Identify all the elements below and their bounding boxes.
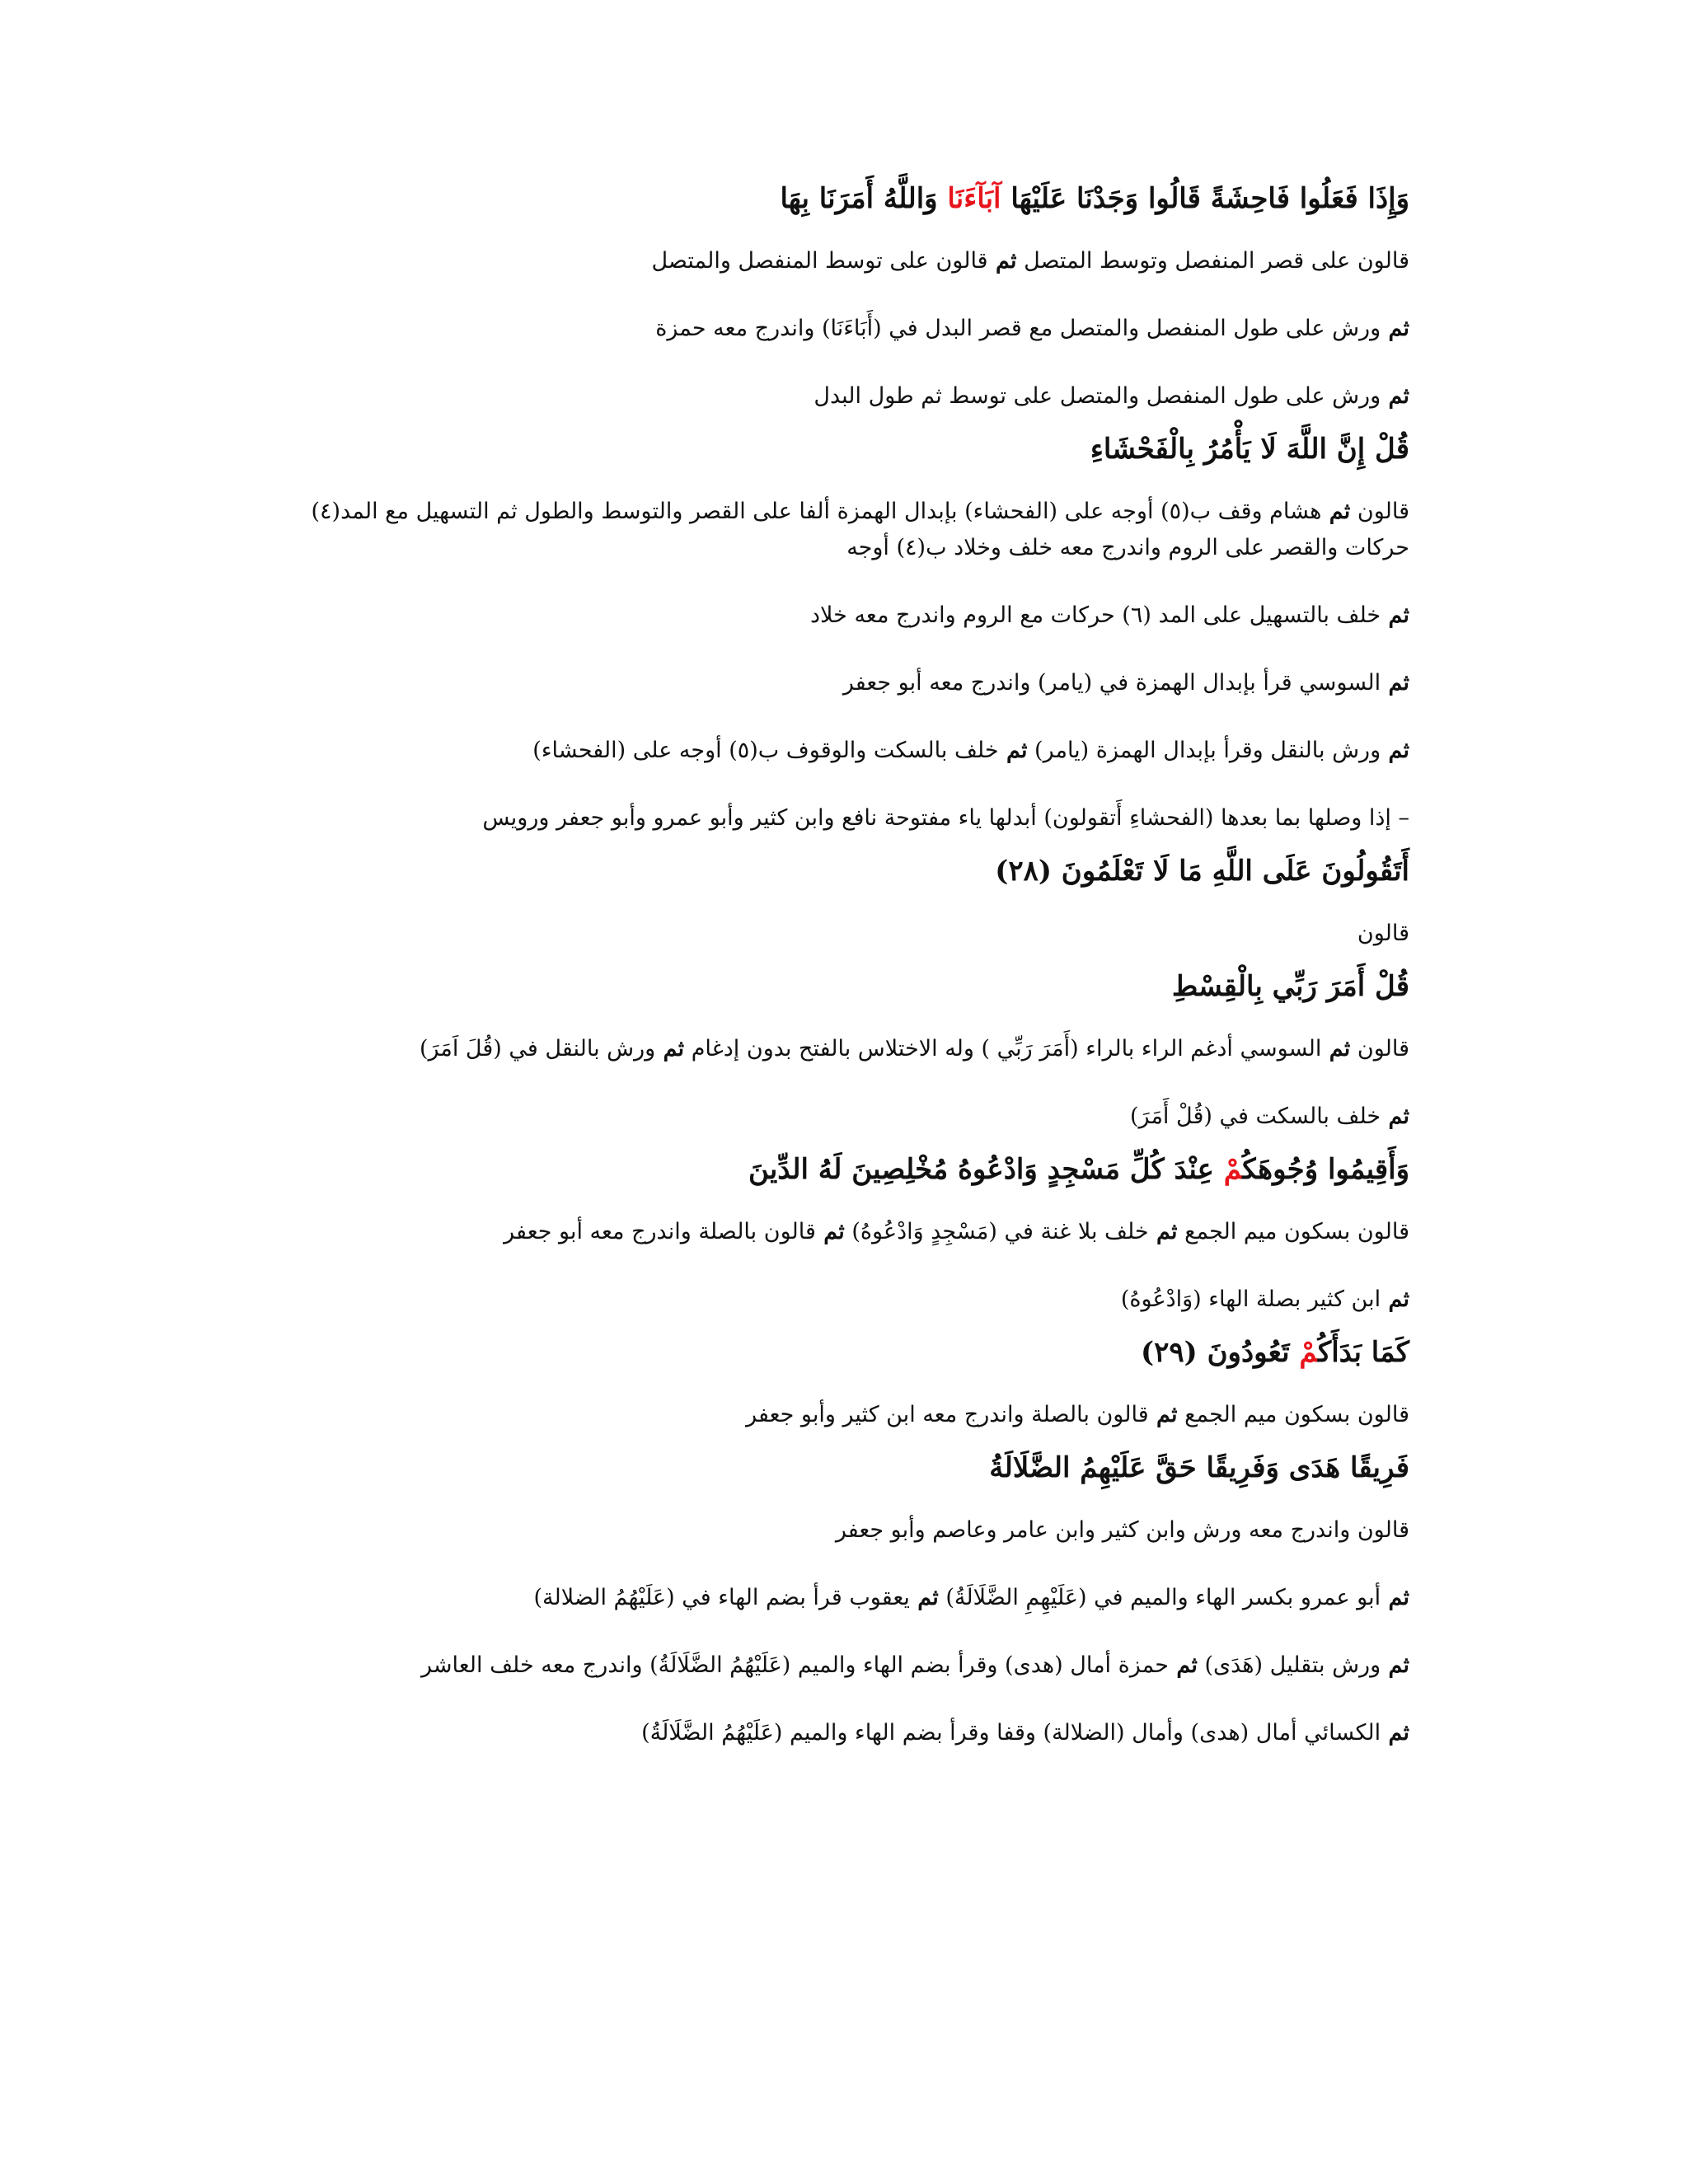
keyword-thumma: ثم	[1381, 670, 1409, 696]
commentary-line	[264, 1512, 1409, 1549]
verse-line	[264, 850, 1409, 893]
text-segment: حمزة أمال (هدى) وقرأ بضم الهاء والميم (عَلَيْهُمُ الضَّلَالَةُ) واندرج معه خلف العاشر	[421, 1652, 1169, 1678]
highlighted-word: مْ	[1223, 1153, 1243, 1186]
text-segment: عِنْدَ كُلِّ مَسْجِدٍ وَادْعُوهُ مُخْلِصِينَ لَهُ الدِّينَ	[748, 1153, 1224, 1186]
commentary-line	[264, 1282, 1409, 1318]
commentary-line	[264, 916, 1409, 952]
text-segment: فَرِيقًا هَدَى وَفَرِيقًا حَقَّ عَلَيْهِمُ الضَّلَالَةُ	[989, 1451, 1409, 1484]
text-segment: خلف بالسكت والوقوف ب(٥) أوجه على (الفحشاء)	[532, 738, 999, 763]
text-segment: ورش على طول المنفصل والمتصل على توسط ثم طول البدل	[814, 383, 1381, 409]
keyword-thumma: ثم	[1321, 499, 1351, 524]
text-segment: خلف بالتسهيل على المد (٦) حركات مع الروم واندرج معه خلاد	[810, 602, 1381, 628]
commentary-line	[264, 1580, 1409, 1616]
text-segment: ورش بالنقل في (قُلَ اَمَرَ)	[419, 1036, 656, 1062]
text-segment: السوسي أدغم الراء بالراء (أَمَرَ رَبِّي ) وله الاختلاس بالفتح بدون إدغام	[684, 1036, 1322, 1062]
verse-line	[264, 177, 1409, 220]
commentary-line	[264, 1397, 1409, 1433]
verse-line	[264, 1331, 1409, 1374]
text-segment: الكسائي أمال (هدى) وأمال (الضلالة) وقفا وقرأ بضم الهاء والميم (عَلَيْهُمُ الضَّلَالَةُ)	[641, 1720, 1381, 1746]
text-segment: قالون	[1350, 1036, 1409, 1062]
document-page	[264, 177, 1409, 1751]
text-segment: قالون بسكون ميم الجمع	[1177, 1402, 1409, 1427]
text-segment: وَاللَّهُ أَمَرَنَا بِهَا	[780, 182, 938, 215]
commentary-line	[264, 311, 1409, 347]
text-segment: ابن كثير بصلة الهاء (وَادْعُوهُ)	[1120, 1286, 1381, 1312]
text-segment: خلف بلا غنة في (مَسْجِدٍ وَادْعُوهُ)	[844, 1219, 1149, 1244]
keyword-thumma: ثم	[987, 248, 1017, 274]
commentary-line	[264, 733, 1409, 769]
keyword-thumma: ثم	[815, 1219, 845, 1244]
text-segment: قالون على توسط المنفصل والمتصل	[651, 248, 988, 274]
keyword-thumma: ثم	[655, 1036, 685, 1062]
verse-line	[264, 1148, 1409, 1191]
commentary-line	[264, 494, 1409, 566]
commentary-line	[264, 1031, 1409, 1067]
keyword-thumma: ثم	[1381, 602, 1409, 628]
text-segment: أبو عمرو بكسر الهاء والميم في (عَلَيْهِمِ الضَّلَالَةُ)	[938, 1585, 1381, 1610]
highlighted-word: آبَآءَنَا	[937, 182, 1011, 215]
text-segment: السوسي قرأ بإبدال الهمزة في (يامر) واندرج معه أبو جعفر	[842, 670, 1381, 696]
commentary-line	[264, 800, 1409, 837]
text-segment: ورش على طول المنفصل والمتصل مع قصر البدل في (أَبَاءَنَا) واندرج معه حمزة	[655, 316, 1381, 341]
text-segment: ورش بالنقل وقرأ بإبدال الهمزة (يامر)	[1027, 738, 1381, 763]
keyword-thumma: ثم	[998, 738, 1028, 763]
text-segment: كَمَا بَدَأَكُ	[1318, 1336, 1409, 1369]
text-segment: وَأَقِيمُوا وُجُوهَكُ	[1242, 1153, 1409, 1186]
commentary-line	[264, 378, 1409, 415]
text-segment: قالون بالصلة واندرج معه ابن كثير وأبو جعفر	[746, 1402, 1149, 1427]
keyword-thumma: ثم	[1168, 1652, 1198, 1678]
keyword-thumma: ثم	[1381, 738, 1409, 763]
text-segment: – إذا وصلها بما بعدها (الفحشاءِ أَتقولون) أبدلها ياء مفتوحة نافع وابن كثير وأبو عمرو وأبو جعفر ورويس	[482, 805, 1409, 831]
text-segment: قالون على قصر المنفصل وتوسط المتصل	[1016, 248, 1409, 274]
verse-line	[264, 965, 1409, 1008]
commentary-line	[264, 665, 1409, 701]
text-segment: قُلْ أَمَرَ رَبِّي بِالْقِسْطِ	[1171, 970, 1409, 1003]
text-segment: قالون	[1350, 499, 1409, 524]
verse-line	[264, 1446, 1409, 1489]
text-segment: أَتَقُولُونَ عَلَى اللَّهِ مَا لَا تَعْلَمُونَ (٢٨)	[995, 855, 1409, 888]
text-segment: يعقوب قرأ بضم الهاء في (عَلَيْهُمُ الضلالة)	[533, 1585, 910, 1610]
keyword-thumma: ثم	[1381, 1652, 1409, 1678]
commentary-line	[264, 243, 1409, 279]
keyword-thumma: ثم	[909, 1585, 939, 1610]
text-segment: قالون واندرج معه ورش وابن كثير وابن عامر وعاصم وأبو جعفر	[835, 1517, 1409, 1543]
keyword-thumma: ثم	[1381, 1104, 1409, 1129]
text-segment: هشام وقف ب(٥) أوجه على (الفحشاء) بإبدال الهمزة ألفا على القصر والتوسط والطول ثم التسهيل مع المد(٤) حركات والقصر على الروم واندرج معه خلف وخلاد ب(٤) أوجه	[311, 499, 1409, 560]
text-segment: قالون	[1357, 921, 1409, 946]
text-segment: وَإِذَا فَعَلُوا فَاحِشَةً قَالُوا وَجَدْنَا عَلَيْهَا	[1010, 182, 1409, 215]
text-segment: خلف بالسكت في (قُلْ أَمَرَ)	[1130, 1104, 1381, 1129]
text-segment: تَعُودُونَ (٢٩)	[1141, 1336, 1300, 1369]
keyword-thumma: ثم	[1381, 1286, 1409, 1312]
text-segment: قالون بسكون ميم الجمع	[1177, 1219, 1409, 1244]
keyword-thumma: ثم	[1381, 1585, 1409, 1610]
keyword-thumma: ثم	[1321, 1036, 1351, 1062]
text-segment: قالون بالصلة واندرج معه أبو جعفر	[504, 1219, 816, 1244]
keyword-thumma: ثم	[1148, 1219, 1178, 1244]
commentary-line	[264, 1099, 1409, 1135]
commentary-line	[264, 1647, 1409, 1684]
commentary-line	[264, 1214, 1409, 1250]
highlighted-word: مْ	[1299, 1336, 1319, 1369]
keyword-thumma: ثم	[1381, 316, 1409, 341]
keyword-thumma: ثم	[1381, 1720, 1409, 1746]
commentary-line	[264, 598, 1409, 634]
keyword-thumma: ثم	[1148, 1402, 1178, 1427]
keyword-thumma: ثم	[1381, 383, 1409, 409]
text-segment: ورش بتقليل (هَدَى)	[1197, 1652, 1381, 1678]
commentary-line	[264, 1715, 1409, 1751]
verse-line	[264, 428, 1409, 471]
text-segment: قُلْ إِنَّ اللَّهَ لَا يَأْمُرُ بِالْفَحْشَاءِ	[1090, 433, 1409, 466]
